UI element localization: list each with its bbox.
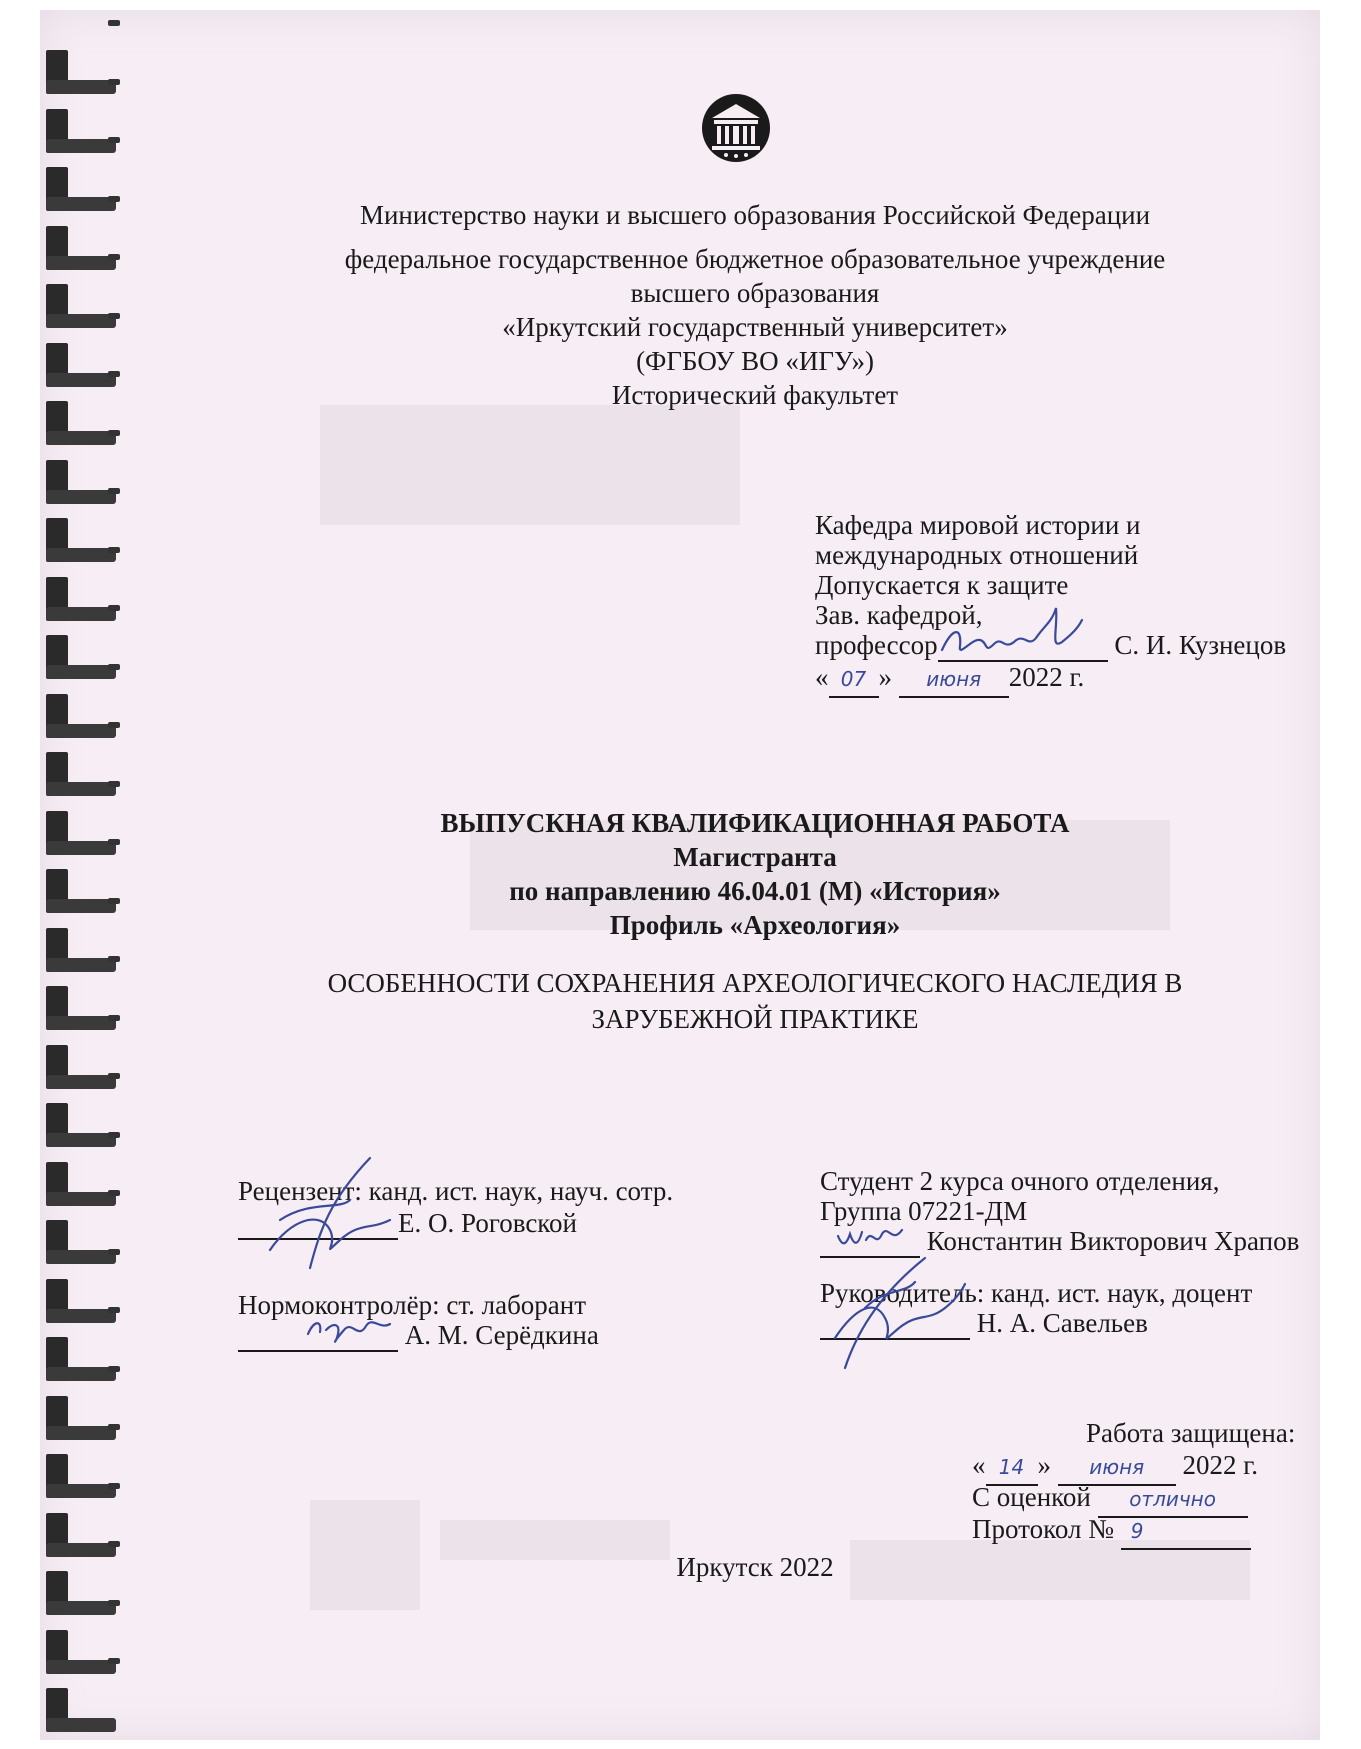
supervisor-label: Руководитель: канд. ист. наук, доцент — [820, 1278, 1253, 1308]
binding-ring — [46, 1103, 116, 1125]
supervisor-name: Н. А. Савельев — [976, 1308, 1148, 1338]
binding-ring — [46, 167, 116, 189]
student-name: Константин Викторович Храпов — [926, 1226, 1300, 1256]
binding-ring — [46, 577, 116, 599]
supervisor-signature — [815, 1248, 975, 1378]
binding-ring — [46, 811, 116, 833]
defense-status: Работа защищена: — [1086, 1418, 1296, 1448]
protocol-label: Протокол № — [972, 1514, 1114, 1544]
work-degree: Магистранта — [673, 842, 837, 872]
approval-year: 2022 г. — [1008, 662, 1085, 692]
binding-ring — [46, 1045, 116, 1067]
professor-label: профессор — [815, 630, 938, 660]
department-line-1: Кафедра мировой истории и — [815, 510, 1141, 540]
binding-ring — [46, 401, 116, 423]
university-abbreviation: (ФГБОУ ВО «ИГУ») — [636, 346, 874, 376]
reviewer-label: Рецензент: канд. ист. наук, науч. сотр. — [238, 1176, 674, 1206]
binding-ring — [46, 1396, 116, 1418]
student-group: Группа 07221-ДМ — [820, 1196, 1028, 1226]
protocol-line — [972, 1512, 1251, 1550]
ministry-line: Министерство науки и высшего образования Российской Федерации — [359, 200, 1151, 230]
protocol-number: 9 — [1121, 1514, 1251, 1550]
binding-ring — [46, 226, 116, 248]
binding-ring — [46, 1337, 116, 1359]
binding-ring — [46, 50, 116, 72]
faculty-name: Исторический факультет — [611, 380, 899, 410]
institution-type: федеральное государственное бюджетное образовательное учреждение — [344, 244, 1166, 274]
grade-label: С оценкой — [972, 1482, 1091, 1512]
binding-ring — [46, 635, 116, 657]
binding-ring — [46, 1454, 116, 1476]
work-profile: Профиль «Археология» — [609, 910, 901, 940]
binding-ring — [46, 109, 116, 131]
date-quote-open: « — [972, 1450, 986, 1480]
binding-ring — [46, 1220, 116, 1242]
defense-year: 2022 г. — [1182, 1450, 1259, 1480]
binding-ring — [46, 460, 116, 482]
head-of-department: Зав. кафедрой, — [815, 600, 983, 630]
binding-ring — [46, 1279, 116, 1301]
binding-ring — [46, 518, 116, 540]
date-quote-close: » — [1037, 1450, 1051, 1480]
binding-ring — [46, 1513, 116, 1535]
approval-month: июня — [899, 662, 1009, 698]
grade-value: отлично — [1098, 1482, 1248, 1518]
normcontrol-label: Нормоконтролёр: ст. лаборант — [238, 1290, 587, 1320]
defense-day: 14 — [986, 1450, 1038, 1486]
city-year: Иркутск 2022 — [676, 1552, 834, 1582]
binding-ring — [46, 1688, 116, 1710]
department-line-2: международных отношений — [815, 540, 1139, 570]
binding-ring — [46, 986, 116, 1008]
institution-type-2: высшего образования — [630, 278, 880, 308]
student-signature — [832, 1218, 912, 1252]
admitted-to-defense: Допускается к защите — [815, 570, 1069, 600]
approval-day: 07 — [829, 662, 879, 698]
binding-ring — [46, 1630, 116, 1652]
reviewer-name: Е. О. Роговской — [398, 1208, 578, 1238]
binding-ring — [46, 284, 116, 306]
binding-ring — [46, 694, 116, 716]
normcontrol-signature-line — [238, 1318, 599, 1352]
normcontrol-signature — [300, 1300, 400, 1350]
date-quote-open: « — [815, 662, 829, 692]
work-title-line-1: ОСОБЕННОСТИ СОХРАНЕНИЯ АРХЕОЛОГИЧЕСКОГО НАСЛЕДИЯ В — [327, 968, 1183, 998]
binding-ring — [46, 1162, 116, 1184]
approval-date — [815, 660, 1084, 698]
show-through-block — [320, 405, 740, 525]
university-logo — [700, 92, 772, 164]
binding-ring — [46, 343, 116, 365]
professor-name: С. И. Кузнецов — [1114, 630, 1287, 660]
spiral-binding — [40, 10, 120, 1740]
student-course: Студент 2 курса очного отделения, — [820, 1166, 1220, 1196]
binding-ring — [46, 1571, 116, 1593]
date-quote-close: » — [878, 662, 892, 692]
binding-ring — [46, 752, 116, 774]
work-type: ВЫПУСКНАЯ КВАЛИФИКАЦИОННАЯ РАБОТА — [440, 808, 1070, 838]
normcontrol-name: А. М. Серёдкина — [404, 1320, 599, 1350]
university-name: «Иркутский государственный университет» — [502, 312, 1008, 342]
defense-month: июня — [1058, 1450, 1176, 1486]
binding-ring — [46, 869, 116, 891]
work-title-line-2: ЗАРУБЕЖНОЙ ПРАКТИКЕ — [591, 1004, 919, 1034]
reviewer-signature — [250, 1150, 420, 1280]
professor-signature — [932, 598, 1092, 668]
work-direction: по направлению 46.04.01 (М) «История» — [509, 876, 1001, 906]
binding-ring — [46, 928, 116, 950]
